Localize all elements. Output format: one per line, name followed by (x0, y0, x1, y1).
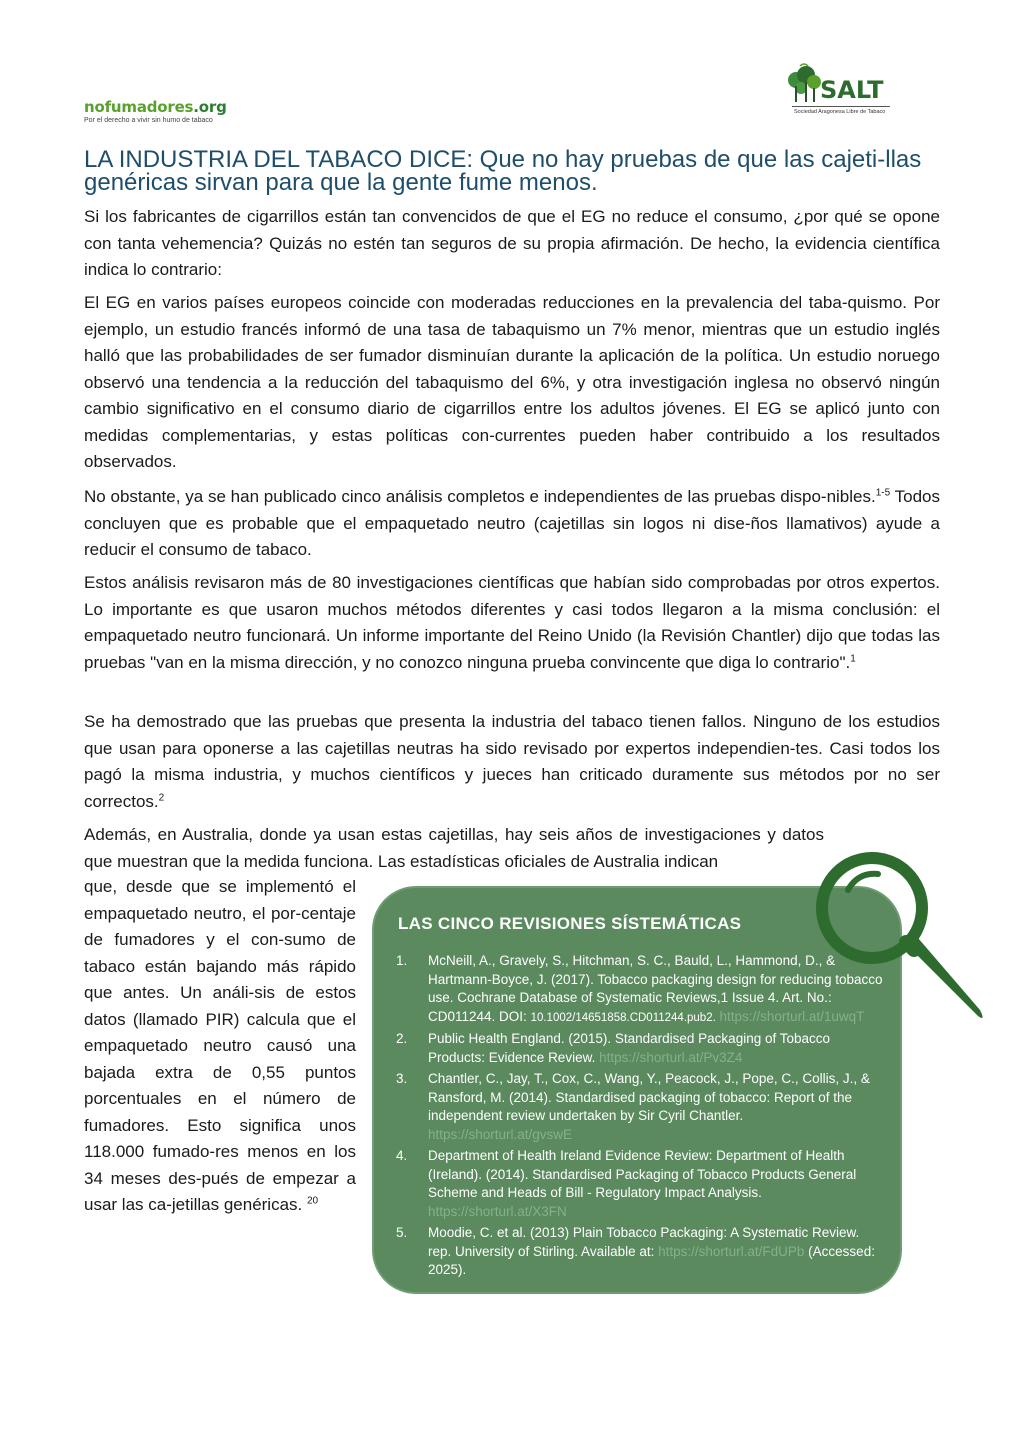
footnote-ref: 20 (307, 1195, 319, 1207)
review-link[interactable]: https://shorturl.at/1uwqT (715, 1008, 865, 1024)
paragraph-2 (84, 290, 940, 476)
paragraph-4-text: Estos análisis revisaron más de 80 investigaciones científicas que habían sido comprobadas por otros expertos. Lo importante es que usaron muchos métodos diferentes y casi todos llegaron a la misma conclusión: el empaquetado neutro funcionará. Un informe importante del Reino Unido (la Revisión Chantler) dijo que todas las pruebas "van en la misma dirección, y no conozco ninguna prueba convincente que diga lo contrario". (84, 573, 940, 672)
review-text-cont: (Accessed: 2025). (428, 1243, 875, 1277)
paragraph-4 (84, 570, 940, 676)
review-link[interactable]: https://shorturl.at/X3FN (428, 1203, 567, 1219)
nofumadores-logo (84, 98, 227, 124)
salt-logo (786, 62, 896, 122)
paragraph-3 (84, 484, 940, 564)
review-text: McNeill, A., Gravely, S., Hitchman, S. C., Bauld, L., Hammond, D., & Hartmann-Boyce, J. (2017). Tobacco packaging design for reducing tobacco use. Cochrane Database of Systematic Reviews,1 Issue 4. Art. No.: CD011244. DOI: (428, 953, 883, 1024)
review-number: 3. (396, 1071, 408, 1086)
review-item (396, 1224, 886, 1280)
paragraph-6-text: Además, en Australia, donde ya usan estas cajetillas, hay seis años de investigaciones y datos que muestran que la medida funciona. Las estadísticas oficiales de Australia indican (84, 825, 824, 871)
paragraph-2-text: El EG en varios países europeos coincide con moderadas reducciones en la prevalencia del taba-quismo. Por ejemplo, un estudio francés informó de una tasa de tabaquismo un 7% menor, mientras que un estudio inglés halló que las probabilidades de ser fumador disminuían durante la aplicación de la política. Un estudio noruego observó una tendencia a la reducción del tabaquismo del 6%, y otra investigación inglesa no observó ningún cambio significativo en el consumo diario de cigarrillos entre los adultos jóvenes. El EG se aplicó junto con medidas complementarias, y estas políticas con-currentes pueden haber contribuido a los resultados observados. (84, 293, 940, 471)
narrow-paragraph-text: que, desde que se implementó el empaquetado neutro, el por-centaje de fumadores y el con-sumo de tabaco están bajando más rápido que antes. Un análi-sis de estos datos (llamado PIR) calcula que el empaquetado neutro causó una bajada extra de 0,55 puntos porcentuales en el número de fumadores. Esto significa unos 118.000 fumado-res menos en los 34 meses des-pués de empezar a usar las ca-jetillas genéricas. (84, 877, 356, 1214)
brand-name: nofumadores (84, 98, 194, 116)
review-text: Moodie, C. et al. (2013) Plain Tobacco Packaging: A Systematic Review. rep. University of Stirling. Available at: (428, 1225, 860, 1259)
paragraph-1-text: Si los fabricantes de cigarrillos están tan convencidos de que el EG no reduce el consumo, ¿por qué se opone con tanta vehemencia? Quizás no estén tan seguros de su propia afirmación. De hecho, la evidencia científica indica lo contrario: (84, 207, 940, 279)
nofumadores-tagline: Por el derecho a vivir sin humo de tabaco (84, 117, 213, 124)
paragraph-3-text: No obstante, ya se han publicado cinco análisis completos e independientes de las pruebas dispo-nibles. (84, 487, 876, 506)
review-number: 5. (396, 1225, 408, 1240)
footnote-ref: 2 (158, 791, 165, 803)
salt-word: SALT (820, 76, 884, 104)
footnote-ref: 1 (850, 652, 856, 664)
paragraph-5 (84, 709, 940, 815)
reviews-box-title: LAS CINCO REVISIONES SÍSTEMÁTICAS (398, 914, 742, 933)
review-text: Public Health England. (2015). Standardised Packaging of Tobacco Products: Evidence Review. (428, 1031, 831, 1065)
review-link[interactable]: https://shorturl.at/Pv3Z4 (599, 1049, 743, 1065)
review-item (396, 1030, 886, 1067)
brand-domain: .org (193, 98, 227, 116)
magnifier-icon (810, 846, 990, 1026)
review-number: 2. (396, 1031, 408, 1046)
paragraph-3-text-cont: Todos concluyen que es probable que el empaquetado neutro (cajetillas sin logos ni dise-ños llamativos) ayude a reducir el consumo de tabaco. (84, 487, 941, 559)
salt-divider (792, 106, 890, 107)
review-link[interactable]: https://shorturl.at/FdUPb (658, 1243, 805, 1259)
trees-icon (786, 62, 822, 106)
review-doi: 10.1002/14651858.CD011244.pub2. (530, 1011, 716, 1024)
review-number: 1. (396, 953, 408, 968)
paragraph-1 (84, 204, 940, 284)
page-title: LA INDUSTRIA DEL TABACO DICE: Que no hay pruebas de que las cajeti-llas genéricas sirvan para que la gente fume menos. (84, 146, 922, 196)
review-item (396, 1070, 886, 1144)
footnote-ref: 1-5 (875, 487, 891, 499)
salt-subtitle: Sociedad Aragonesa Libre de Tabaco (794, 109, 886, 115)
nofumadores-brand (84, 98, 227, 116)
narrow-paragraph (84, 874, 356, 1219)
review-text: Department of Health Ireland Evidence Review: Department of Health (Ireland). (2014). Standardised Packaging of Tobacco Products General Scheme and Heads of Bill - Regulatory Impact Analysis. (428, 1148, 857, 1200)
paragraph-5-text: Se ha demostrado que las pruebas que presenta la industria del tabaco tienen fallos. Ninguno de los estudios que usan para oponerse a las cajetillas neutras ha sido revisado por expertos independien-tes. Casi todos los pagó la misma industria, y muchos científicos y jueces han criticado duramente sus métodos por no ser correctos. (84, 712, 940, 811)
review-link[interactable]: https://shorturl.at/gvswE (428, 1126, 573, 1142)
review-number: 4. (396, 1148, 408, 1163)
review-item (396, 1147, 886, 1221)
review-text: Chantler, C., Jay, T., Cox, C., Wang, Y., Peacock, J., Pope, C., Collis, J., & Ransford, M. (2014). Standardised packaging of tobacco: Report of the independent review undertaken by Sir Cyril Chantler. (428, 1071, 870, 1123)
paragraph-6 (84, 822, 824, 875)
